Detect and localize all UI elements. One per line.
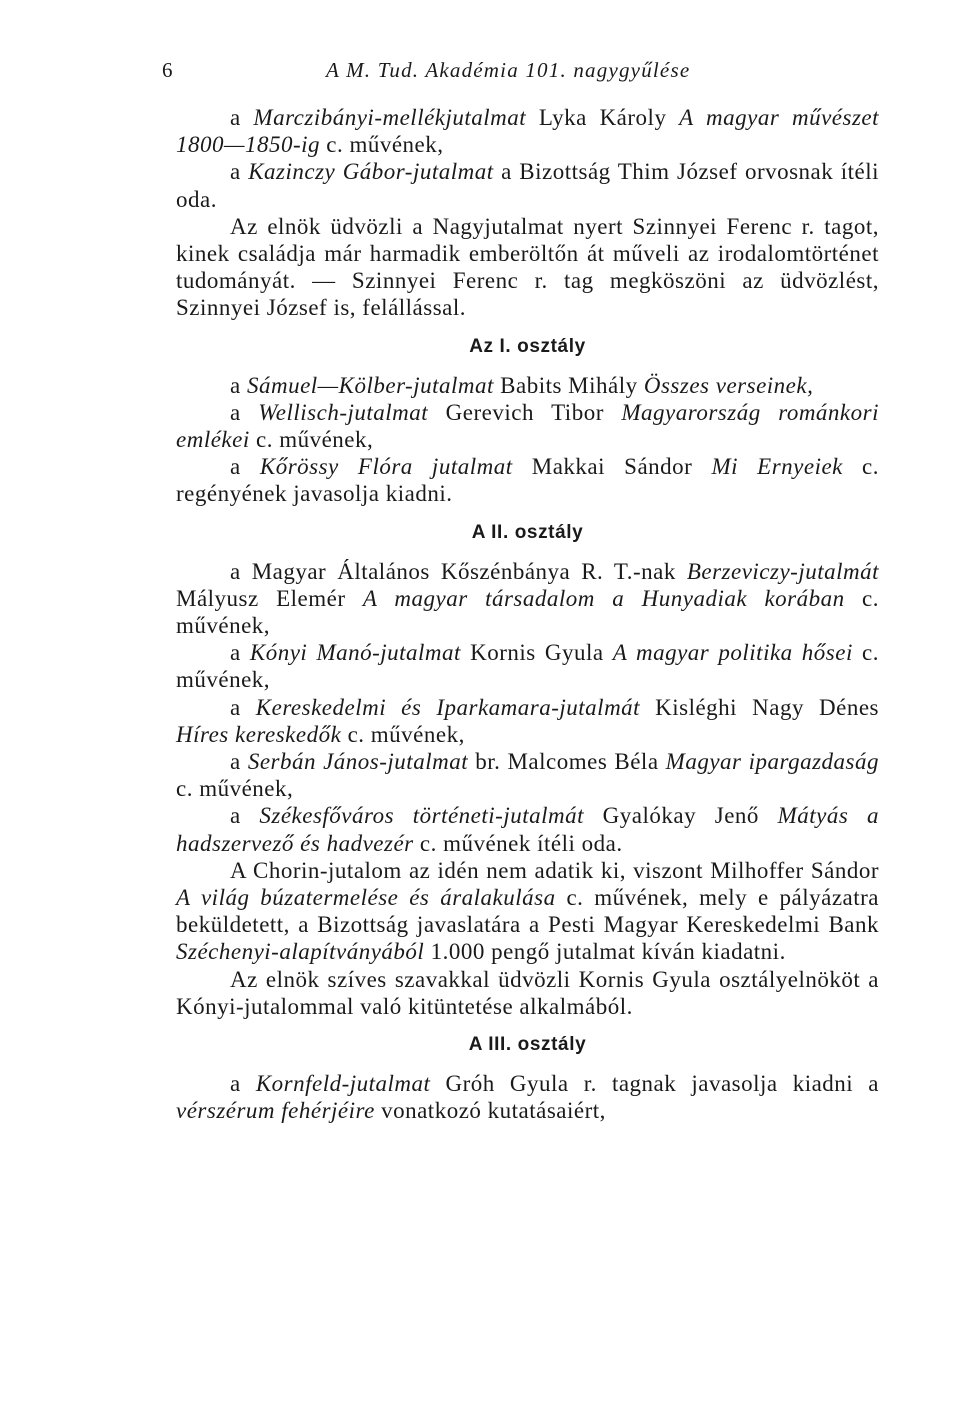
italic-title: Berzeviczy-jutalmát [686, 558, 879, 584]
paragraph [176, 857, 879, 966]
text-run: a [230, 372, 247, 398]
text-run: Gerevich Tibor [428, 399, 622, 425]
italic-title: Magyar ipargazdaság [665, 749, 879, 775]
text-run: Babits Mihály [493, 372, 644, 398]
text-run: br. Malcomes Béla [468, 749, 666, 775]
award-entry [176, 694, 879, 748]
text-run: Mályusz Elemér [176, 585, 363, 611]
text-run: a [230, 399, 259, 425]
text-run: a [230, 454, 260, 480]
award-entry [176, 748, 879, 802]
text-run: c. művének, [176, 640, 879, 693]
italic-title: A magyar politika hősei [612, 640, 853, 666]
italic-title: Híres kereskedők [176, 721, 342, 747]
text-run: c. művének, [320, 132, 444, 158]
text-run: a [230, 803, 260, 829]
paragraph [176, 213, 879, 322]
text-run: c. regényének javasolja kiadni. [176, 454, 879, 507]
italic-title: Székesfőváros történeti-jutalmát [259, 803, 584, 829]
award-entry [176, 104, 879, 158]
section-heading: A II. osztály [471, 521, 584, 543]
text-run: a Bizottság Thim József orvosnak ítéli oda. [176, 159, 879, 212]
text-run: a [230, 159, 249, 185]
text-run: a [230, 105, 254, 130]
italic-title: Serbán János-jutalmat [247, 749, 469, 775]
text-run: a [230, 749, 248, 775]
page-header [162, 58, 879, 88]
text-run: a Magyar Általános Kőszénbánya R. T.-nak [230, 558, 687, 584]
text-run: c. művének, [176, 776, 294, 802]
text-run: Kornis Gyula [460, 640, 613, 666]
award-entry [176, 558, 879, 640]
italic-title: Kereskedelmi és Iparkamara-jutalmát [255, 694, 641, 720]
text-run: Kisléghi Nagy Dénes [640, 694, 879, 720]
award-entry [176, 453, 879, 507]
running-title: A M. Tud. Akadémia 101. nagygyűlése [326, 58, 691, 82]
italic-title: Kőrössy Flóra jutalmat [259, 454, 513, 480]
text-run: c. művének, [176, 585, 879, 639]
italic-title: Sámuel—Kölber-jutalmat [246, 372, 494, 398]
italic-title: Kazinczy Gábor-jutalmat [248, 159, 494, 185]
italic-title: Széchenyi-alapítványából [176, 939, 425, 965]
italic-title: A világ búzatermelése és áralakulása [176, 885, 556, 911]
document-page [162, 58, 879, 1125]
page-number: 6 [162, 58, 174, 82]
award-entry [176, 639, 879, 693]
italic-title: Kónyi Manó-jutalmat [249, 640, 461, 666]
italic-title: A magyar művészet 1800—1850-ig [176, 105, 879, 158]
text-run: a [230, 694, 256, 720]
section-heading: Az I. osztály [469, 335, 586, 357]
italic-title: Marczibányi-mellékjutalmat [253, 105, 527, 130]
italic-title: Mi Ernyeiek [711, 454, 843, 480]
text-run: Makkai Sándor [512, 454, 712, 480]
award-entry [176, 1070, 879, 1124]
paragraph [176, 966, 879, 1020]
award-entry [176, 158, 879, 212]
text-run: c. művének, [341, 721, 465, 747]
text-run: Lyka Károly [526, 105, 680, 130]
text-run: c. művének ítéli oda. [413, 830, 623, 856]
award-entry [176, 802, 879, 856]
text-run: 1.000 pengő jutalmat kíván kiadatni. [424, 939, 786, 965]
text-run: Az elnök üdvözli a Nagyjutalmat nyert Szinnyei Ferenc r. tagot, kinek családja már harmadik emberöltőn át műveli az irodalomtörténet tudományát. — Szinnyei Ferenc r. tag megköszöni az üdvözlést, Szinnyei József is, felállással. [176, 213, 879, 321]
award-entry [176, 372, 879, 399]
italic-title: Összes verseinek, [643, 372, 814, 398]
text-run: a [230, 640, 250, 666]
body-text [176, 104, 879, 1125]
text-run: a [230, 1071, 256, 1097]
text-run: Gróh Gyula r. tagnak javasolja kiadni a [430, 1071, 879, 1097]
text-run: vonatkozó kutatásaiért, [374, 1098, 606, 1124]
section-heading: A III. osztály [468, 1034, 587, 1056]
text-run: c. művének, mely e pályázatra beküldetett, a Bizottság javaslatára a Pesti Magyar Kereskedelmi Bank [176, 885, 879, 938]
text-run: Gyalókay Jenő [584, 803, 778, 829]
italic-title: Wellisch-jutalmat [258, 399, 429, 425]
italic-title: Kornfeld-jutalmat [255, 1071, 431, 1097]
italic-title: A magyar társadalom a Hunyadiak korában [362, 585, 845, 611]
text-run: c. művének, [249, 427, 374, 453]
italic-title: vérszérum fehérjéire [176, 1098, 375, 1124]
italic-title: Magyarország románkori emlékei [176, 399, 879, 453]
italic-title: Mátyás a hadszervező és hadvezér [176, 803, 879, 856]
text-run: Az elnök szíves szavakkal üdvözli Kornis Gyula osztályelnököt a Kónyi-jutalommal való kitüntetése alkalmából. [176, 966, 879, 1019]
award-entry [176, 399, 879, 453]
text-run: A Chorin-jutalom az idén nem adatik ki, viszont Milhoffer Sándor [230, 857, 879, 883]
